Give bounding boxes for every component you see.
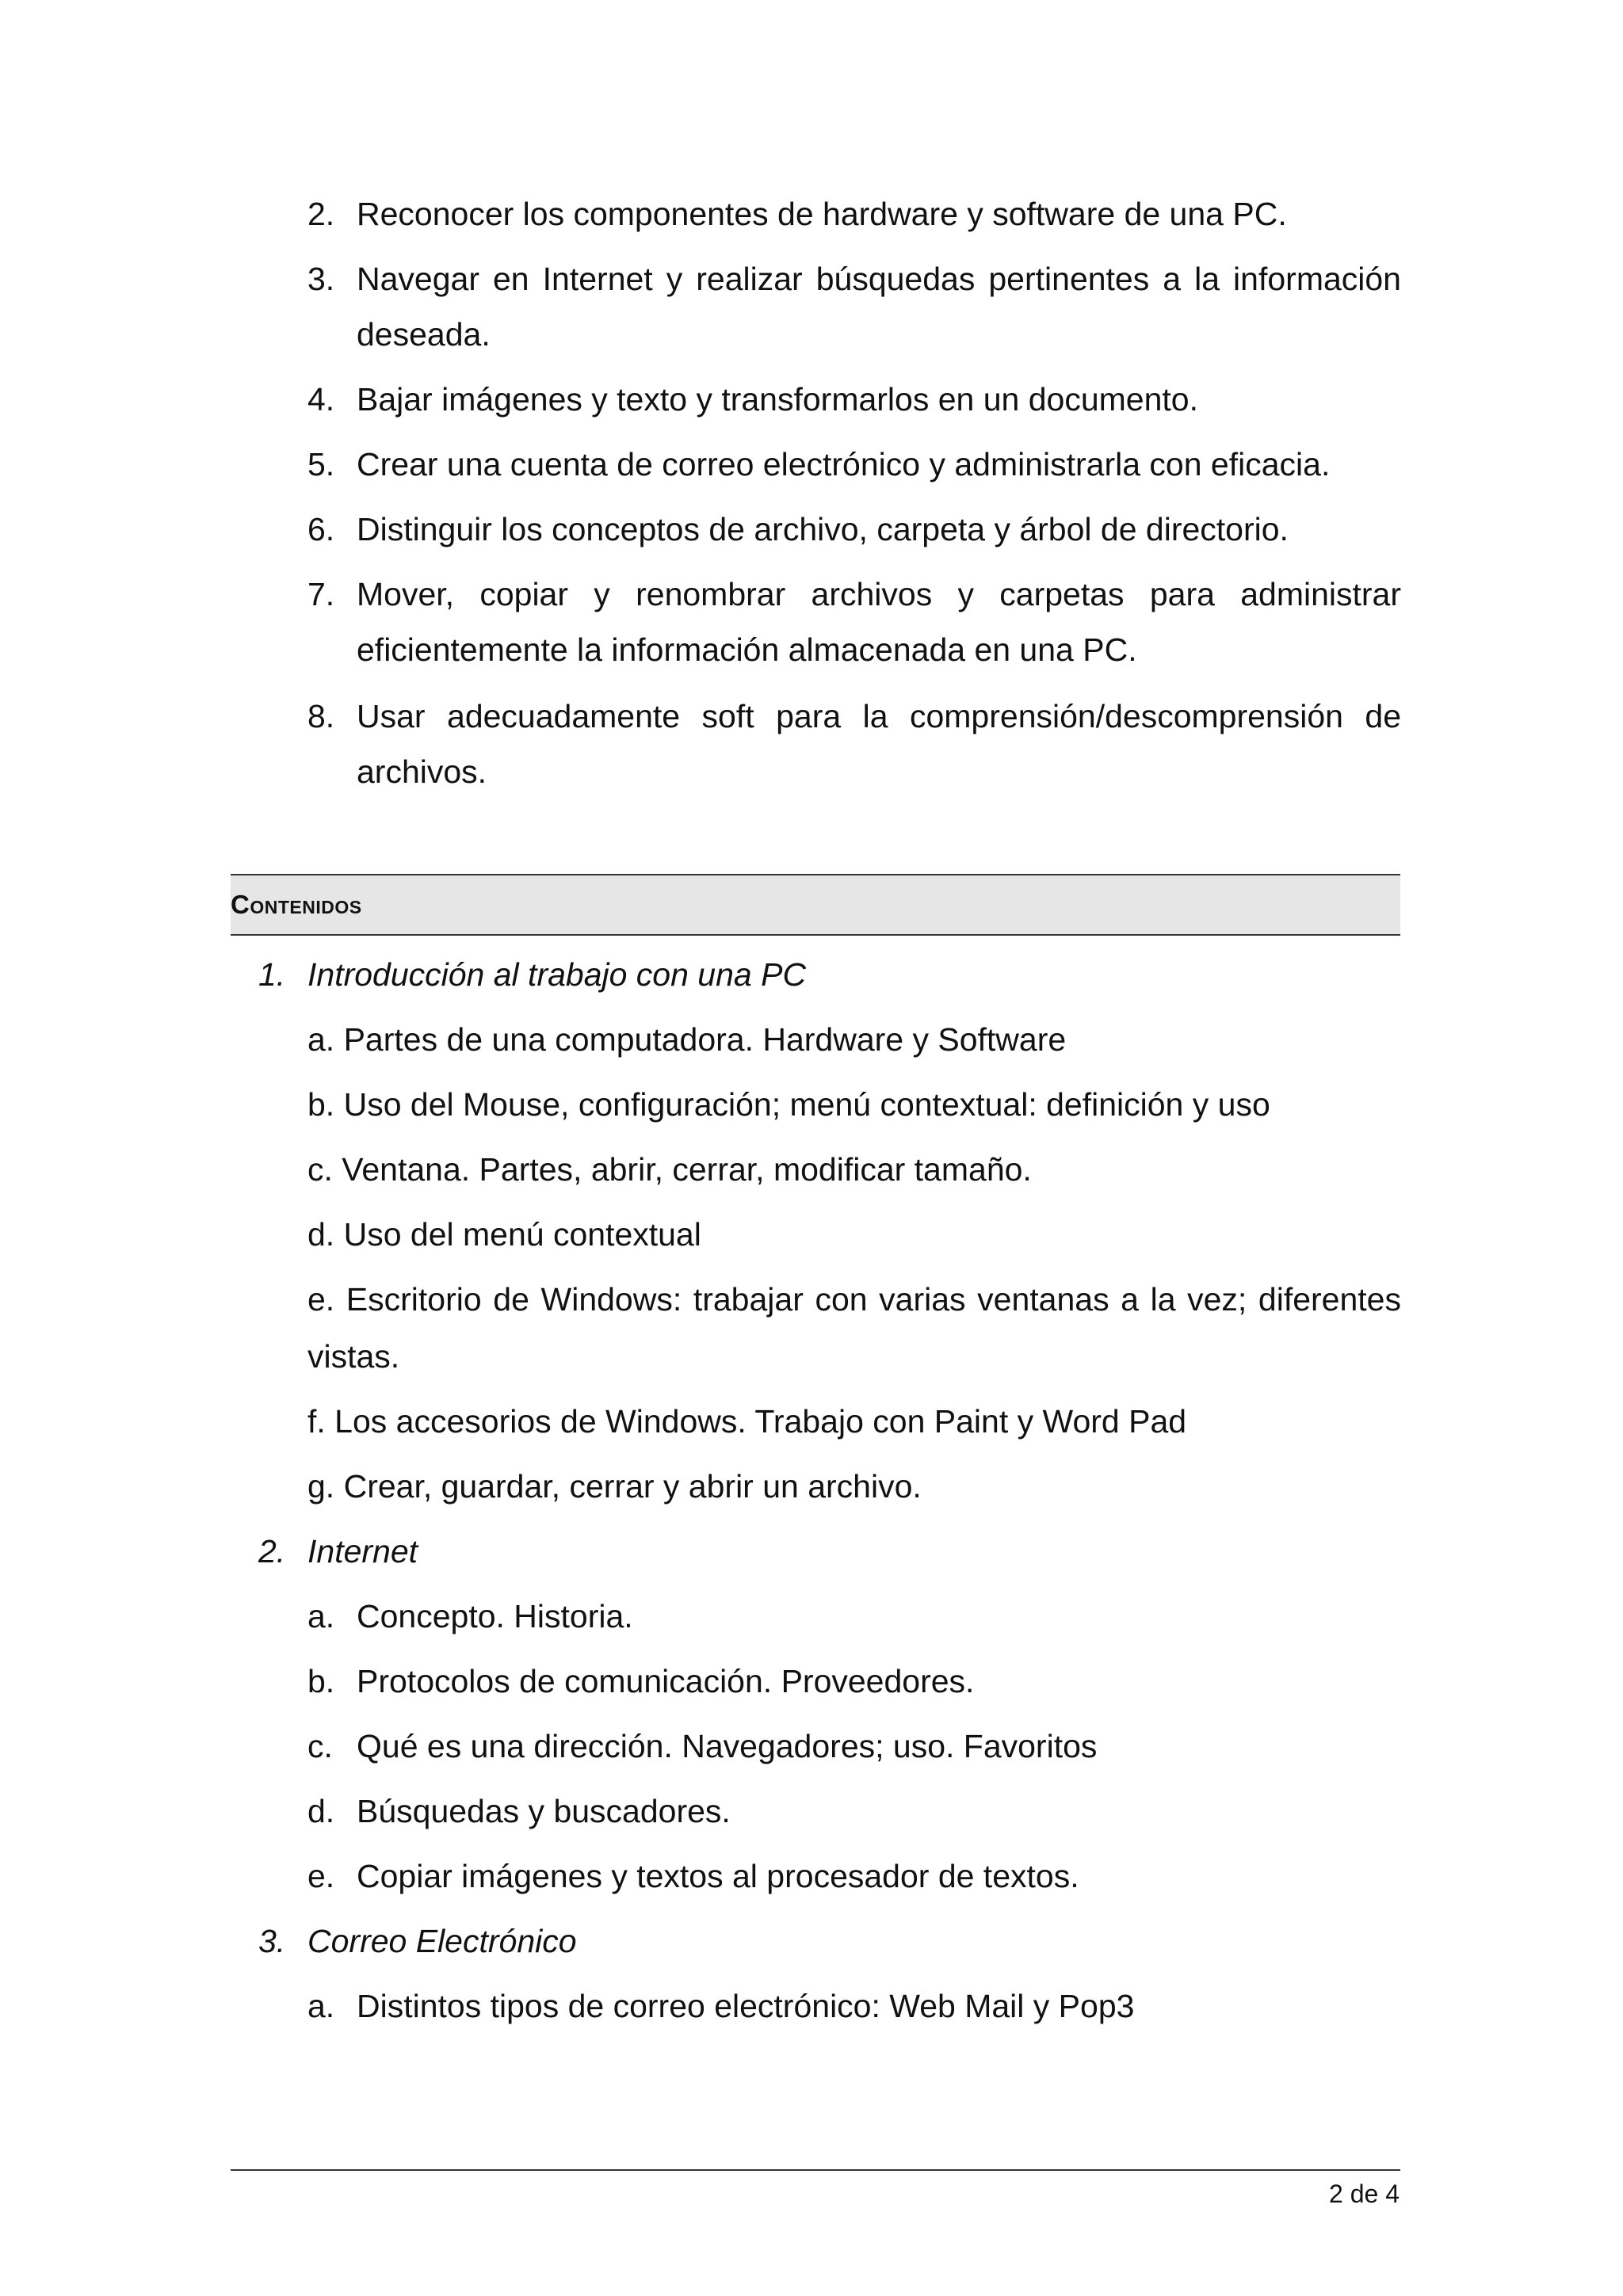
list-letter: b.: [307, 1663, 335, 1699]
list-text-continuation: deseada.: [357, 316, 491, 353]
list-text: Navegar en Internet y realizar búsquedas pertinentes a la información: [357, 261, 1401, 297]
list-item: a. Partes de una computadora. Hardware y Software: [307, 1021, 1067, 1058]
list-letter: c.: [307, 1728, 333, 1764]
list-text: Qué es una dirección. Navegadores; uso. Favoritos: [357, 1728, 1098, 1764]
list-text: Crear una cuenta de correo electrónico y administrarla con eficacia.: [357, 446, 1331, 482]
unit-title: Internet: [307, 1533, 418, 1569]
list-text: Reconocer los componentes de hardware y software de una PC.: [357, 196, 1287, 232]
list-number: 8.: [307, 698, 335, 734]
list-item: e. Escritorio de Windows: trabajar con varias ventanas a la vez; diferentes: [307, 1281, 1401, 1318]
page-number: 2 de 4: [1329, 2180, 1400, 2208]
list-item: b. Uso del Mouse, configuración; menú contextual: definición y uso: [307, 1086, 1270, 1123]
list-text-continuation: archivos.: [357, 753, 487, 790]
unit-number: 2.: [258, 1533, 286, 1569]
unit-number: 1.: [258, 956, 286, 993]
list-text-continuation: vistas.: [307, 1338, 400, 1375]
list-number: 7.: [307, 576, 335, 612]
unit-title: Introducción al trabajo con una PC: [307, 956, 807, 993]
list-number: 2.: [307, 196, 335, 232]
list-number: 4.: [307, 381, 335, 418]
list-text: Concepto. Historia.: [357, 1598, 633, 1634]
list-item: d. Uso del menú contextual: [307, 1216, 701, 1253]
list-number: 6.: [307, 511, 335, 547]
list-text: Mover, copiar y renombrar archivos y carpetas para administrar: [357, 576, 1401, 612]
list-text: Bajar imágenes y texto y transformarlos en un documento.: [357, 381, 1198, 418]
list-text: Copiar imágenes y textos al procesador de textos.: [357, 1858, 1079, 1894]
list-letter: e.: [307, 1858, 335, 1894]
list-number: 5.: [307, 446, 335, 482]
list-text: Protocolos de comunicación. Proveedores.: [357, 1663, 975, 1699]
unit-title: Correo Electrónico: [307, 1923, 577, 1959]
list-number: 3.: [307, 261, 335, 297]
list-item: c. Ventana. Partes, abrir, cerrar, modificar tamaño.: [307, 1151, 1032, 1188]
list-text-continuation: eficientemente la información almacenada en una PC.: [357, 631, 1137, 668]
list-text: Distinguir los conceptos de archivo, carpeta y árbol de directorio.: [357, 511, 1289, 547]
list-letter: a.: [307, 1598, 335, 1634]
list-text: Usar adecuadamente soft para la comprensión/descomprensión de: [357, 698, 1401, 734]
list-letter: a.: [307, 1988, 335, 2024]
footer-divider: [231, 2169, 1400, 2171]
list-text: Distintos tipos de correo electrónico: Web Mail y Pop3: [357, 1988, 1135, 2024]
list-item: f. Los accesorios de Windows. Trabajo con Paint y Word Pad: [307, 1403, 1187, 1440]
unit-number: 3.: [258, 1923, 286, 1959]
list-text: Búsquedas y buscadores.: [357, 1793, 731, 1829]
section-header: [231, 874, 1400, 936]
list-letter: d.: [307, 1793, 335, 1829]
section-title: Contenidos: [231, 890, 362, 919]
list-item: g. Crear, guardar, cerrar y abrir un archivo.: [307, 1468, 922, 1505]
